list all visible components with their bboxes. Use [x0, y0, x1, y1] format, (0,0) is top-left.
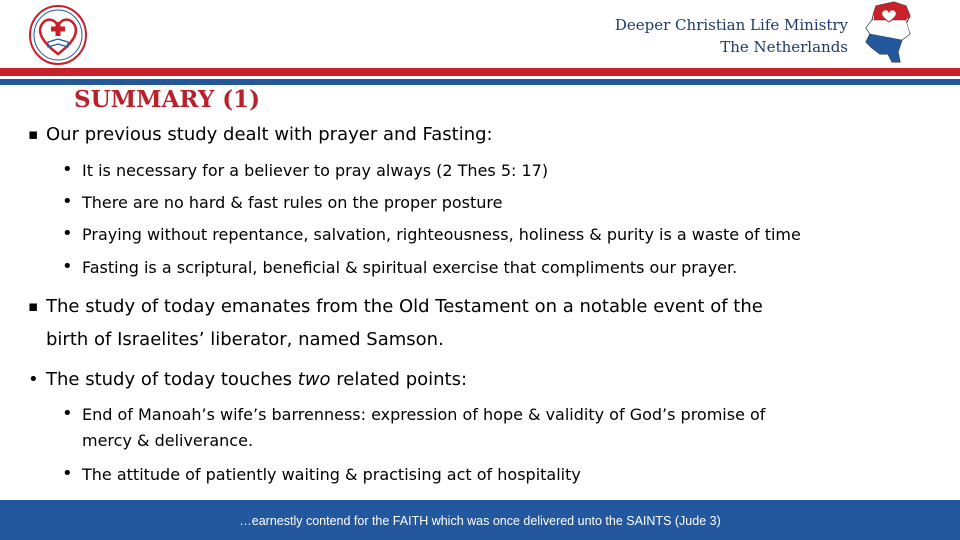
point-1-item-4: Fasting is a scriptural, beneficial & spiritual exercise that compliments our prayer. — [82, 258, 738, 277]
bullet-icon: • — [28, 369, 39, 390]
bullet-icon: • — [62, 159, 73, 180]
point-3-item-1-line-2: mercy & deliverance. — [82, 431, 254, 450]
point-1-item-3: Praying without repentance, salvation, righteousness, holiness & purity is a waste of time — [82, 225, 801, 244]
square-bullet-icon: ▪ — [28, 297, 39, 315]
point-3-text-start: The study of today touches — [46, 369, 298, 390]
org-line-2: The Netherlands — [720, 38, 848, 56]
slide-title: SUMMARY (1) — [74, 86, 261, 113]
point-1-item-2: There are no hard & fast rules on the proper posture — [82, 193, 503, 212]
point-3 — [46, 369, 467, 390]
square-bullet-icon: ▪ — [28, 125, 39, 143]
point-2-line-2: birth of Israelites’ liberator, named Samson. — [46, 329, 444, 350]
header-stripe-red — [0, 68, 960, 76]
point-3-emphasis: two — [297, 369, 331, 390]
bullet-icon: • — [62, 223, 73, 244]
bullet-icon: • — [62, 256, 73, 277]
netherlands-map-icon — [862, 0, 914, 64]
organization-name — [615, 14, 848, 58]
org-line-1: Deeper Christian Life Ministry — [614, 16, 848, 34]
point-1-item-1: It is necessary for a believer to pray always (2 Thes 5: 17) — [82, 161, 549, 180]
point-3-item-2: The attitude of patiently waiting & practising act of hospitality — [82, 465, 581, 484]
church-logo — [28, 4, 88, 66]
point-2-line-1: The study of today emanates from the Old Testament on a notable event of the — [46, 296, 763, 317]
header-stripe-blue — [0, 79, 960, 85]
bullet-icon: • — [62, 191, 73, 212]
bullet-icon: • — [62, 403, 73, 424]
bullet-icon: • — [62, 463, 73, 484]
point-3-item-1-line-1: End of Manoah’s wife’s barrenness: expression of hope & validity of God’s promise of — [82, 405, 766, 424]
footer-verse: …earnestly contend for the FAITH which was once delivered unto the SAINTS (Jude 3) — [239, 514, 721, 528]
point-3-text-end: related points: — [330, 369, 468, 390]
point-1: Our previous study dealt with prayer and Fasting: — [46, 124, 493, 145]
